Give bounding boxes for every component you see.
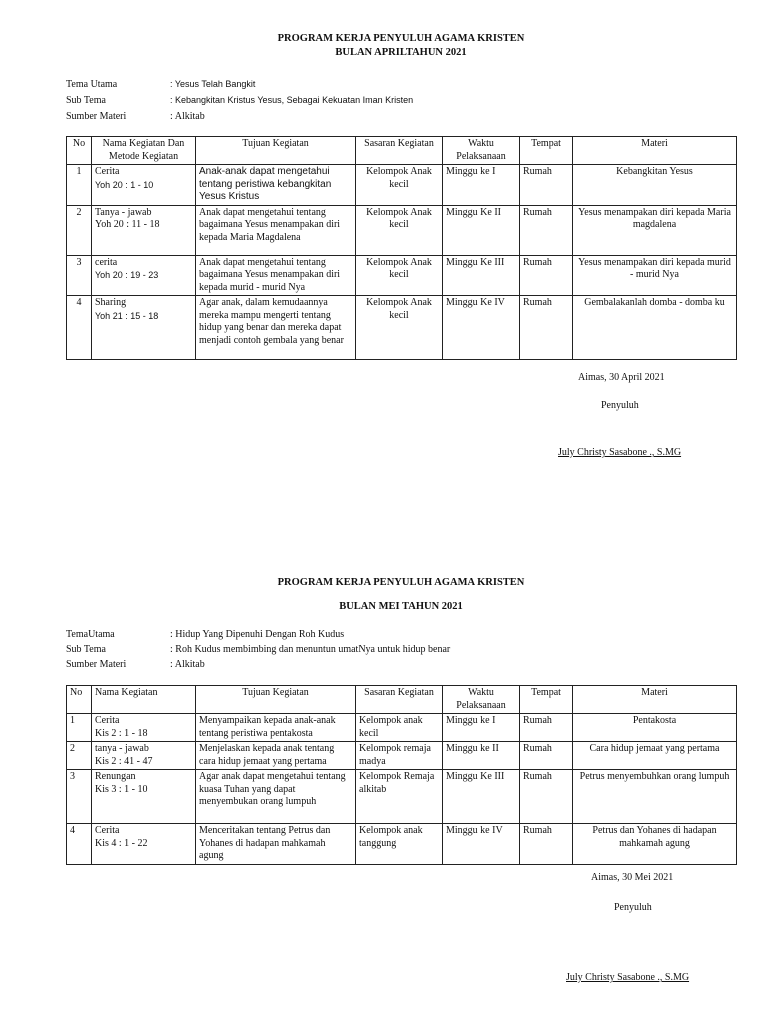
mei-table xyxy=(66,685,737,865)
cell-sasaran: Kelompok anak tanggung xyxy=(356,824,443,865)
cell-materi: Yesus menampakan diri kepada murid - murid Nya xyxy=(573,255,737,296)
kegiatan-text: Tanya - jawab xyxy=(95,206,152,218)
cell-tujuan: Anak dapat mengetahui tentang bagaimana Yesus menampakan diri kepada murid - murid Nya xyxy=(196,255,356,296)
ayat-text: Yoh 20 : 19 - 23 xyxy=(95,270,159,280)
april-section xyxy=(66,30,736,470)
meta-label: Sub Tema xyxy=(66,644,106,655)
table-row xyxy=(67,824,737,865)
meta-label: TemaUtama xyxy=(66,629,115,640)
table-header-row xyxy=(67,137,737,165)
cell-waktu: Minggu ke IV xyxy=(443,824,520,865)
cell-sasaran: Kelompok Remaja alkitab xyxy=(356,770,443,824)
cell-no: 1 xyxy=(67,714,92,742)
table-row xyxy=(67,742,737,770)
cell-no: 2 xyxy=(67,742,92,770)
ayat-text: Yoh 20 : 1 - 10 xyxy=(95,179,154,190)
kegiatan-text: Sharing xyxy=(95,297,127,308)
cell-kegiatan xyxy=(92,296,196,360)
cell-no: 2 xyxy=(67,205,92,255)
cell-tempat: Rumah xyxy=(520,205,573,255)
meta-value: : Alkitab xyxy=(170,111,205,122)
cell-waktu: Minggu ke I xyxy=(443,714,520,742)
april-signer-name: July Christy Sasabone ., S.MG xyxy=(558,447,682,458)
april-title-line1: PROGRAM KERJA PENYULUH AGAMA KRISTEN xyxy=(277,33,525,44)
header-tujuan: Tujuan Kegiatan xyxy=(196,137,356,165)
cell-materi: Kebangkitan Yesus xyxy=(573,165,737,206)
april-signer-role: Penyuluh xyxy=(601,400,639,411)
cell-no: 4 xyxy=(67,824,92,865)
april-table xyxy=(66,136,737,360)
cell-no: 1 xyxy=(67,165,92,206)
cell-materi: Pentakosta xyxy=(573,714,737,742)
cell-no: 3 xyxy=(67,255,92,296)
header-materi: Materi xyxy=(573,137,737,165)
meta-value: : Hidup Yang Dipenuhi Dengan Roh Kudus xyxy=(170,629,345,640)
cell-sasaran: Kelompok Anak kecil xyxy=(356,255,443,296)
cell-sasaran: Kelompok anak kecil xyxy=(356,714,443,742)
ayat-text: Kis 2 : 1 - 18 xyxy=(95,727,148,739)
header-no: No xyxy=(67,686,92,714)
mei-signer-role: Penyuluh xyxy=(614,902,652,913)
cell-sasaran: Kelompok remaja madya xyxy=(356,742,443,770)
cell-sasaran: Kelompok Anak kecil xyxy=(356,165,443,206)
cell-tujuan: Agar anak, dalam kemudaannya mereka mampu mengerti tentang hidup yang benar dan mereka dapat menjadi contoh gembala yang benar xyxy=(196,296,356,360)
header-tujuan: Tujuan Kegiatan xyxy=(196,686,356,714)
cell-sasaran: Kelompok Anak kecil xyxy=(356,205,443,255)
cell-waktu: Minggu ke II xyxy=(443,742,520,770)
ayat-text: Yoh 21 : 15 - 18 xyxy=(95,310,159,321)
header-materi: Materi xyxy=(573,686,737,714)
table-row xyxy=(67,255,737,296)
cell-materi: Gembalakanlah domba - domba ku xyxy=(573,296,737,360)
cell-no: 3 xyxy=(67,770,92,824)
cell-tempat: Rumah xyxy=(520,770,573,824)
cell-tujuan: Agar anak dapat mengetahui tentang kuasa Tuhan yang dapat menyembukan orang lumpuh xyxy=(196,770,356,824)
header-no: No xyxy=(67,137,92,165)
meta-label: Sumber Materi xyxy=(66,659,127,670)
cell-kegiatan xyxy=(92,205,196,255)
table-row xyxy=(67,165,737,206)
mei-title-line1: PROGRAM KERJA PENYULUH AGAMA KRISTEN xyxy=(277,577,525,588)
cell-materi: Cara hidup jemaat yang pertama xyxy=(573,742,737,770)
kegiatan-text: tanya - jawab xyxy=(95,743,149,754)
cell-tempat: Rumah xyxy=(520,255,573,296)
header-waktu: Waktu Pelaksanaan xyxy=(443,686,520,714)
meta-value: : Kebangkitan Kristus Yesus, Sebagai Kekuatan Iman Kristen xyxy=(170,95,414,105)
cell-waktu: Minggu Ke III xyxy=(443,770,520,824)
cell-waktu: Minggu Ke IV xyxy=(443,296,520,360)
cell-materi: Petrus menyembuhkan orang lumpuh xyxy=(573,770,737,824)
cell-kegiatan xyxy=(92,165,196,206)
meta-label: Sumber Materi xyxy=(66,111,127,122)
kegiatan-text: Cerita xyxy=(95,715,120,726)
april-title-line2: BULAN APRILTAHUN 2021 xyxy=(335,47,467,58)
cell-tujuan: Anak-anak dapat mengetahui tentang peristiwa kebangkitan Yesus Kristus xyxy=(196,165,356,206)
header-tempat: Tempat xyxy=(520,686,573,714)
meta-value: : Yesus Telah Bangkit xyxy=(170,79,256,89)
cell-kegiatan xyxy=(92,742,196,770)
cell-waktu: Minggu ke I xyxy=(443,165,520,206)
table-row xyxy=(67,296,737,360)
table-row xyxy=(67,714,737,742)
cell-kegiatan xyxy=(92,824,196,865)
cell-tempat: Rumah xyxy=(520,296,573,360)
cell-kegiatan xyxy=(92,714,196,742)
ayat-text: Kis 3 : 1 - 10 xyxy=(95,783,148,795)
header-kegiatan: Nama Kegiatan xyxy=(92,686,196,714)
cell-tujuan: Menyampaikan kepada anak-anak tentang peristiwa pentakosta xyxy=(196,714,356,742)
table-row xyxy=(67,770,737,824)
april-place-date: Aimas, 30 April 2021 xyxy=(578,372,665,383)
cell-tempat: Rumah xyxy=(520,714,573,742)
cell-tujuan: Anak dapat mengetahui tentang bagaimana Yesus menampakan diri kepada Maria Magdalena xyxy=(196,205,356,255)
table-row xyxy=(67,205,737,255)
header-kegiatan: Nama Kegiatan Dan Metode Kegiatan xyxy=(92,137,196,165)
header-tempat: Tempat xyxy=(520,137,573,165)
cell-tempat: Rumah xyxy=(520,742,573,770)
cell-tujuan: Menjelaskan kepada anak tentang cara hidup jemaat yang pertama xyxy=(196,742,356,770)
cell-tujuan: Menceritakan tentang Petrus dan Yohanes di hadapan mahkamah agung xyxy=(196,824,356,865)
cell-sasaran: Kelompok Anak kecil xyxy=(356,296,443,360)
mei-title-line2: BULAN MEI TAHUN 2021 xyxy=(339,601,463,612)
header-sasaran: Sasaran Kegiatan xyxy=(356,686,443,714)
mei-place-date: Aimas, 30 Mei 2021 xyxy=(591,872,674,883)
kegiatan-text: Cerita xyxy=(95,166,120,177)
cell-waktu: Minggu Ke II xyxy=(443,205,520,255)
cell-tempat: Rumah xyxy=(520,824,573,865)
meta-label: Sub Tema xyxy=(66,95,106,106)
cell-tempat: Rumah xyxy=(520,165,573,206)
mei-signer-name: July Christy Sasabone ., S.MG xyxy=(566,972,690,983)
ayat-text: Yoh 20 : 11 - 18 xyxy=(95,219,160,230)
kegiatan-text: Cerita xyxy=(95,825,120,836)
meta-value: : Roh Kudus membimbing dan menuntun umatNya untuk hidup benar xyxy=(170,644,451,655)
cell-kegiatan xyxy=(92,770,196,824)
header-waktu: Waktu Pelaksanaan xyxy=(443,137,520,165)
kegiatan-text: cerita xyxy=(95,256,118,268)
kegiatan-text: Renungan xyxy=(95,771,136,782)
mei-section xyxy=(66,574,736,1004)
cell-materi: Petrus dan Yohanes di hadapan mahkamah agung xyxy=(573,824,737,865)
header-sasaran: Sasaran Kegiatan xyxy=(356,137,443,165)
cell-no: 4 xyxy=(67,296,92,360)
ayat-text: Kis 2 : 41 - 47 xyxy=(95,755,153,767)
cell-kegiatan xyxy=(92,255,196,296)
meta-value: : Alkitab xyxy=(170,659,205,670)
cell-materi: Yesus menampakan diri kepada Maria magdalena xyxy=(573,205,737,255)
meta-label: Tema Utama xyxy=(66,79,118,90)
cell-waktu: Minggu Ke III xyxy=(443,255,520,296)
table-header-row xyxy=(67,686,737,714)
ayat-text: Kis 4 : 1 - 22 xyxy=(95,837,148,849)
